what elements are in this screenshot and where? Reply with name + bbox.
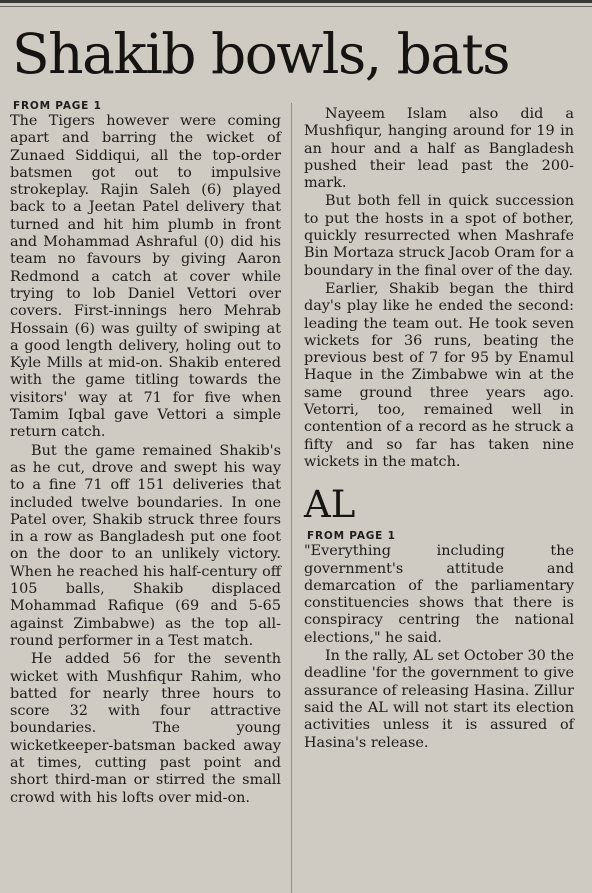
second-story-paragraph-1: "Everything including the government's attitude and demarcation of the parliamentary constituencies shows that there is conspiracy centring the national elections," he said.	[304, 543, 574, 646]
story-kicker: FROM PAGE 1	[13, 100, 102, 112]
story-column-right	[304, 105, 574, 752]
top-rule	[0, 0, 592, 3]
second-story-kicker: FROM PAGE 1	[307, 530, 396, 543]
story-column-left	[10, 100, 281, 807]
top-rule-thin	[0, 6, 592, 7]
column-divider	[291, 103, 292, 893]
story-paragraph-2: But the game remained Shakib's as he cut, drove and swept his way to a fine 71 off 151 deliveries that included twelve boundaries. In one Patel over, Shakib struck three fours in a row as Bangladesh put one foot on the door to an unlikely victory. When he reached his half-century off 105 balls, Shakib displaced Mohammad Rafique (69 and 5-65 against Zimbabwe) as the top all-round performer in a Test match.	[10, 442, 281, 649]
story-paragraph-5: But both fell in quick succession to put the hosts in a spot of bother, quickly resurrected when Mashrafe Bin Mortaza struck Jacob Oram for a boundary in the final over of the day.	[304, 193, 574, 279]
second-story-paragraph-2: In the rally, AL set October 30 the deadline 'for the government to give assurance of releasing Hasina. Zillur said the AL will not start its election activities unless it is assured of Hasina's release.	[304, 648, 574, 751]
story-paragraph-6: Earlier, Shakib began the third day's play like he ended the second: leading the team out. He took seven wickets for 36 runs, beating the previous best of 7 for 95 by Enamul Haque in the Zimbabwe win at the same ground three years ago. Vetorri, too, remained well in contention of a record as he struck a fifty and so far has taken nine wickets in the match.	[304, 280, 574, 470]
second-story-headline: AL	[304, 483, 356, 527]
story-paragraph-1: The Tigers however were coming apart and barring the wicket of Zunaed Siddiqui, all the top-order batsmen got out to impulsive strokeplay. Rajin Saleh (6) played back to a Jeetan Patel delivery that turned and hit him plumb in front and Mohammad Ashraful (0) did his team no favours by giving Aaron Redmond a catch at cover while trying to lob Daniel Vettori over covers. First-innings hero Mehrab Hossain (6) was guilty of swiping at a good length delivery, holing out to Kyle Mills at mid-on. Shakib entered with the game titling towards the visitors' way at 71 for five when Tamim Iqbal gave Vettori a simple return catch.	[10, 113, 281, 441]
page-headline: Shakib bowls, bats	[12, 22, 510, 86]
story-paragraph-4: Nayeem Islam also did a Mushfiqur, hanging around for 19 in an hour and a half as Bangladesh pushed their lead past the 200-mark.	[304, 106, 574, 192]
story-paragraph-3: He added 56 for the seventh wicket with Mushfiqur Rahim, who batted for nearly three hours to score 32 with four attractive boundaries. The young wicketkeeper-batsman backed away at times, cutting past point and short third-man or stirred the small crowd with his lofts over mid-on.	[10, 651, 281, 806]
